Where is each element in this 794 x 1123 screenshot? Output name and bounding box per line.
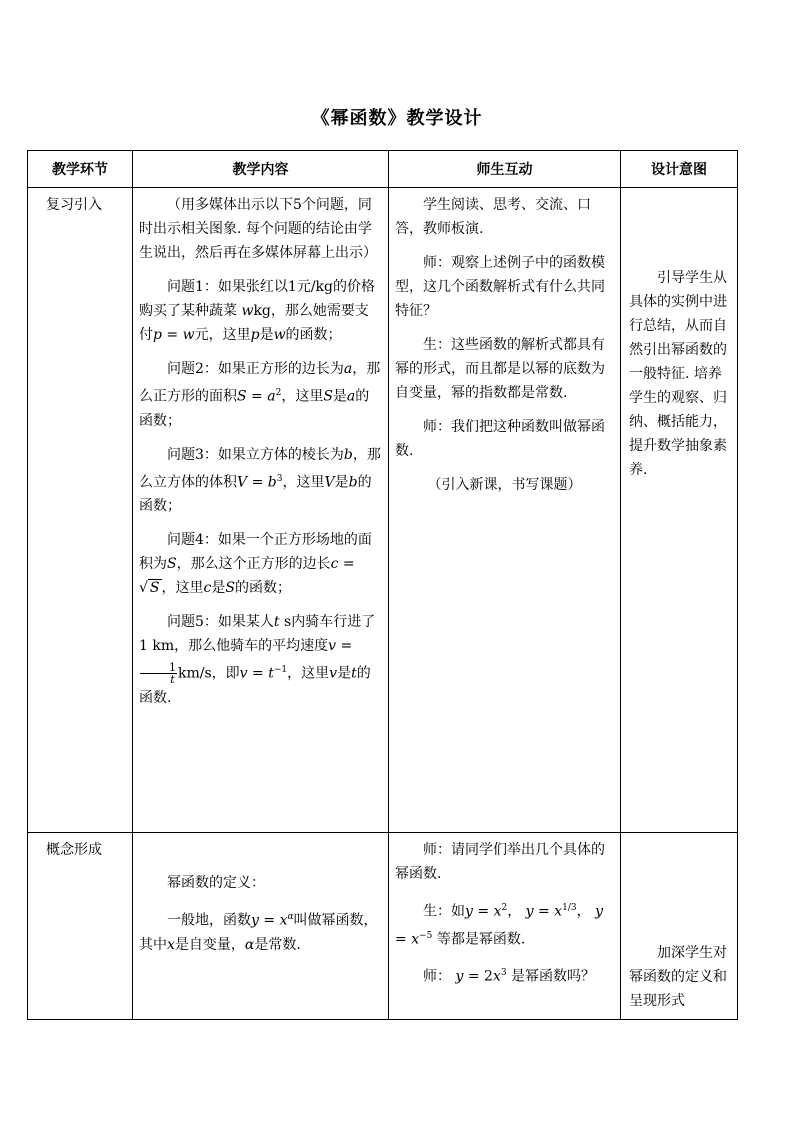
interaction-p2: 生：如$y = x^2$， $y = x^{1/3}$， $y = x^{-5}$ 等都是幂函数. [395, 903, 603, 948]
intent-text: 加深学生对幂函数的定义和呈现形式 [629, 945, 727, 1009]
definition-heading: 幂函数的定义： [167, 875, 265, 891]
table-row-concept [28, 833, 738, 1020]
interaction-p1: 学生阅读、思考、交流、口答，教师板演. [395, 197, 591, 237]
header-intent: 设计意图 [621, 151, 738, 188]
intent-cell [621, 833, 738, 1020]
header-content: 教学内容 [133, 151, 389, 188]
stage-label: 复习引入 [46, 197, 102, 213]
question-5: 问题5：如果某人t s内骑车行进了1 km，那么他骑车的平均速度v = $\frac{1}{t}$ km/s，即$v = t^{-1}$，这里v是t的函数. [139, 614, 376, 706]
interaction-cell [389, 833, 621, 1020]
header-stage: 教学环节 [28, 151, 133, 188]
content-cell [133, 188, 389, 833]
question-3: 问题3：如果立方体的棱长为b，那么立方体的体积$V = b^3$，这里V是b的函数； [139, 446, 381, 515]
stage-cell [28, 188, 133, 833]
stage-cell [28, 833, 133, 1020]
definition-text: 一般地，函数$y = x^\alpha$叫做幂函数，其中x是自变量，α是常数. [139, 912, 378, 953]
question-1: 问题1：如果张红以1元/kg的价格购买了某种蔬菜 wkg，那么她需要支付p = w元，这里p是w的函数； [139, 279, 375, 343]
interaction-p5: （引入新课，书写课题） [427, 477, 582, 493]
question-4: 问题4：如果一个正方形场地的面积为S，那么这个正方形的边长c = √ S ，这里c是S的函数； [139, 532, 372, 597]
header-interaction: 师生互动 [389, 151, 621, 188]
lesson-plan-table [27, 150, 738, 1020]
interaction-p3: 生：这些函数的解析式都具有幂的形式，而且都是以幂的底数为自变量，幂的指数都是常数. [395, 337, 605, 401]
table-row-review [28, 188, 738, 833]
interaction-p4: 师：我们把这种函数叫做幂函数. [395, 419, 605, 459]
document-title: 《幂函数》教学设计 [311, 108, 483, 129]
stage-label: 概念形成 [46, 842, 102, 858]
intent-text: 引导学生从具体的实例中进行总结，从而自然引出幂函数的一般特征. 培养学生的观察、归纳、概括能力，提升数学抽象素养. [629, 270, 727, 478]
interaction-p3: 师： $y = 2x^3$ 是幂函数吗？ [423, 968, 596, 985]
content-cell [133, 833, 389, 1020]
question-2: 问题2：如果正方形的边长为a，那么正方形的面积$S = a^2$，这里S是a的函数； [139, 361, 381, 429]
interaction-p2: 师：观察上述例子中的函数模型，这几个函数解析式有什么共同特征？ [395, 255, 605, 319]
interaction-cell [389, 188, 621, 833]
interaction-p1: 师：请同学们举出几个具体的幂函数. [395, 842, 605, 882]
intent-cell [621, 188, 738, 833]
table-header-row [28, 151, 738, 188]
intro-text: （用多媒体出示以下5个问题，同时出示相关图象. 每个问题的结论由学生说出，然后再在多媒体屏幕上出示） [139, 197, 377, 261]
